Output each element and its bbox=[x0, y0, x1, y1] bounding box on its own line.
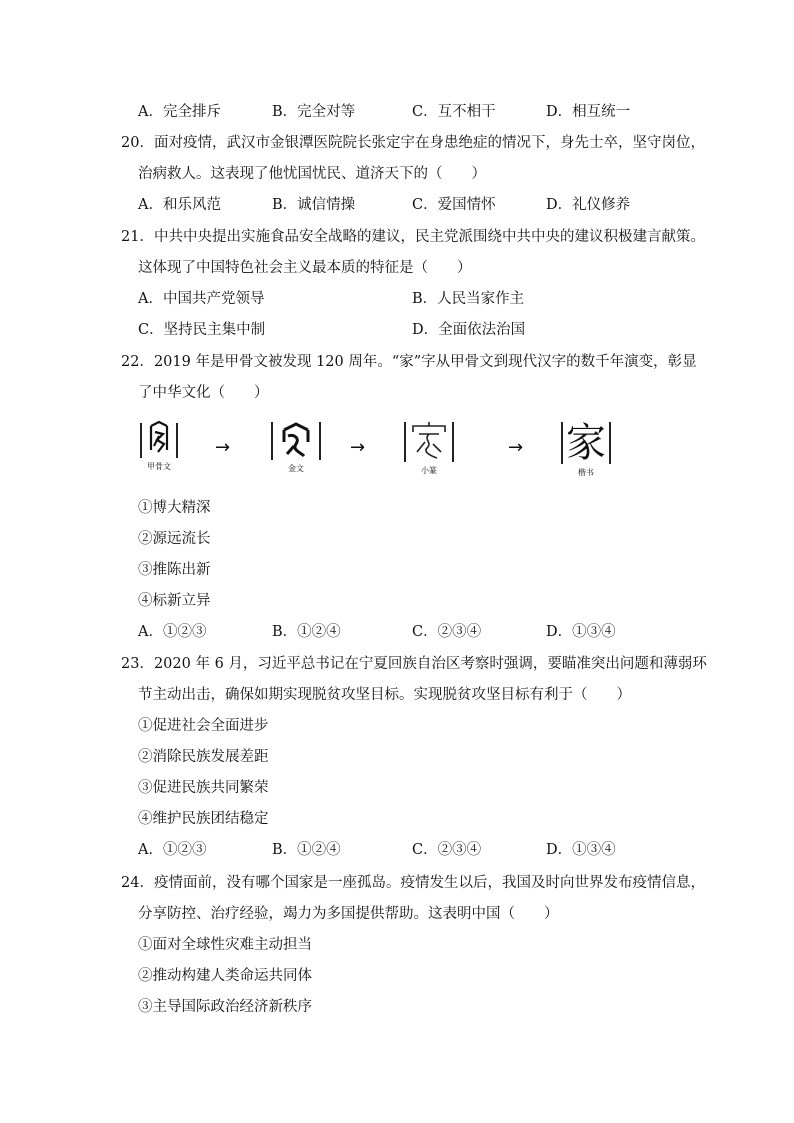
regular-glyph-text: 家 bbox=[566, 420, 606, 466]
q23-stem-line1: 23．2020 年 6 月，习近平总书记在宁夏回族自治区考察时强调，要瞄准突出问题和薄弱环 bbox=[121, 656, 707, 672]
q21-stem-line2: 这体现了中国特色社会主义最本质的特征是（ ） bbox=[138, 260, 472, 276]
q20-option-d: D．礼仪修养 bbox=[546, 197, 631, 213]
q22-item-1: ①博大精深 bbox=[138, 500, 211, 516]
q24-item-2: ②推动构建人类命运共同体 bbox=[138, 968, 312, 984]
q21-option-d: D．全面依法治国 bbox=[412, 322, 526, 338]
q21-option-b: B．人民当家作主 bbox=[412, 291, 525, 307]
q22-option-b: B．①②④ bbox=[272, 624, 341, 640]
q24-item-3: ③主导国际政治经济新秩序 bbox=[138, 999, 312, 1015]
q23-option-a: A．①②③ bbox=[138, 842, 207, 858]
caption-regular: 楷书 bbox=[578, 468, 594, 477]
small-seal-glyph bbox=[403, 420, 455, 464]
seal-house-icon bbox=[403, 420, 455, 464]
q23-option-c: C．②③④ bbox=[412, 842, 482, 858]
arrow-icon: → bbox=[508, 437, 524, 458]
q23-option-b: B．①②④ bbox=[272, 842, 341, 858]
caption-oracle: 甲骨文 bbox=[147, 462, 171, 471]
arrow-icon: → bbox=[350, 437, 366, 458]
q22-stem-line2: 了中华文化（ ） bbox=[138, 385, 269, 401]
q24-stem-line2: 分享防控、治疗经验，竭力为多国提供帮助。这表明中国（ ） bbox=[138, 906, 559, 922]
q23-item-1: ①促进社会全面进步 bbox=[138, 718, 269, 734]
q22-item-4: ④标新立异 bbox=[138, 593, 211, 609]
q22-option-d: D．①③④ bbox=[546, 624, 616, 640]
q23-option-d: D．①③④ bbox=[546, 842, 616, 858]
q24-stem-line1: 24．疫情面前，没有哪个国家是一座孤岛。疫情发生以后，我国及时向世界发布疫情信息， bbox=[121, 875, 705, 891]
q20-stem-line1: 20．面对疫情，武汉市金银潭医院院长张定宇在身患绝症的情况下，身先士卒，坚守岗位， bbox=[121, 135, 705, 151]
caption-bronze: 金文 bbox=[288, 464, 304, 473]
q22-item-3: ③推陈出新 bbox=[138, 562, 211, 578]
bronze-glyph bbox=[270, 420, 322, 462]
q23-stem-line2: 节主动出击，确保如期实现脱贫攻坚目标。实现脱贫攻坚目标有利于（ ） bbox=[138, 687, 631, 703]
q22-option-a: A．①②③ bbox=[138, 624, 207, 640]
regular-script-glyph bbox=[560, 420, 612, 466]
q20-option-b: B．诚信情操 bbox=[272, 197, 356, 213]
arrow-icon: → bbox=[215, 437, 231, 458]
q19-option-a: A．完全排斥 bbox=[138, 104, 221, 120]
q20-option-c: C．爱国情怀 bbox=[412, 197, 496, 213]
q19-option-d: D．相互统一 bbox=[546, 104, 631, 120]
q20-option-a: A．和乐风范 bbox=[138, 197, 221, 213]
bronze-house-icon bbox=[270, 420, 322, 462]
q20-stem-line2: 治病救人。这表现了他忧国忧民、道济天下的（ ） bbox=[138, 166, 486, 182]
q21-stem-line1: 21．中共中央提出实施食品安全战略的建议，民主党派围绕中共中央的建议积极建言献策。 bbox=[121, 229, 705, 245]
q19-option-b: B．完全对等 bbox=[272, 104, 356, 120]
q22-stem-line1: 22．2019 年是甲骨文被发现 120 周年。“家”字从甲骨文到现代汉字的数千年演变，彰显 bbox=[121, 354, 697, 370]
q23-item-3: ③促进民族共同繁荣 bbox=[138, 780, 269, 796]
q21-option-c: C．坚持民主集中制 bbox=[138, 322, 266, 338]
oracle-bone-house-icon bbox=[138, 420, 180, 460]
q23-item-2: ②消除民族发展差距 bbox=[138, 749, 269, 765]
q22-option-c: C．②③④ bbox=[412, 624, 482, 640]
q24-item-1: ①面对全球性灾难主动担当 bbox=[138, 937, 312, 953]
caption-seal: 小篆 bbox=[421, 466, 437, 475]
q19-option-c: C．互不相干 bbox=[412, 104, 496, 120]
oracle-bone-glyph bbox=[138, 420, 180, 460]
q23-item-4: ④维护民族团结稳定 bbox=[138, 811, 269, 827]
q22-item-2: ②源远流长 bbox=[138, 531, 211, 547]
q21-option-a: A．中国共产党领导 bbox=[138, 291, 265, 307]
